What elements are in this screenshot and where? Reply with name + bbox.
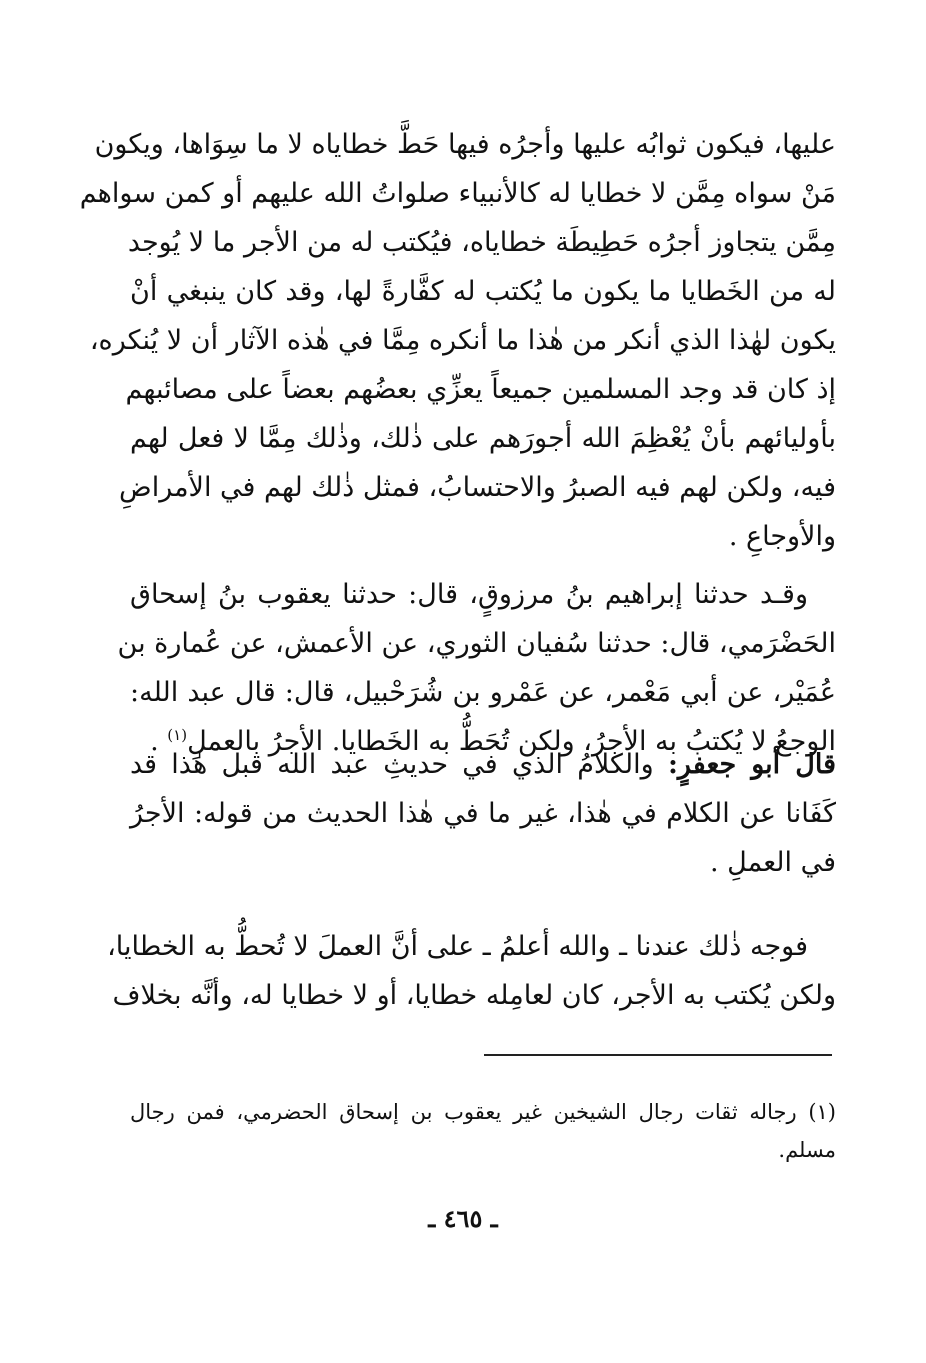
footnote-line: (١) رجاله ثقات رجال الشيخين غير يعقوب بن إسحاق الحضرمي، فمن رجال (130, 1100, 836, 1124)
text-line: في العملِ . (710, 847, 836, 878)
speaker-label: قال أبو جعفرٍ: (667, 749, 836, 780)
text-line: مِمَّن يتجاوز أجرُه حَطِيطَة خطاياه، فيُكتب له من الأجر ما لا يُوجد (127, 227, 836, 258)
page-number: ـ ٤٦٥ ـ (428, 1204, 498, 1233)
text-line (130, 740, 836, 789)
paragraph-1 (79, 120, 836, 561)
text-line-content: والكلامُ الذي في حديثِ عبد الله قبل هٰذا قد (130, 749, 654, 780)
footnote-line: مسلم. (778, 1138, 836, 1162)
text-line-content: الوجعُ لا يُكتبُ به الأجرُ، ولكن تُحَطُّ به الخَطايا. الأجرُ بالعملِ (187, 726, 836, 757)
footnote-separator (484, 1054, 832, 1056)
text-line: يكون لهٰذا الذي أنكر من هٰذا ما أنكره مِمَّا في هٰذه الآثار أن لا يُنكره، (89, 325, 836, 356)
paragraph-3 (130, 740, 836, 887)
text-line: فوجه ذٰلك عندنا ـ والله أعلمُ ـ على أنَّ العملَ لا تُحطُّ به الخطايا، (107, 931, 808, 962)
text-line: كَفَانا عن الكلام في هٰذا، غير ما في هٰذا الحديث من قوله: الأجرُ (130, 798, 836, 829)
paragraph-2 (117, 570, 836, 766)
text-line: له من الخَطايا ما يكون ما يُكتب له كفَّارةً لها، وقد كان ينبغي أنْ (130, 276, 836, 307)
text-line: وقـد حدثنا إبراهيم بنُ مرزوقٍ، قال: حدثنا يعقوب بنُ إسحاق (130, 579, 808, 610)
text-line: ولكن يُكتب به الأجر، كان لعامِله خطايا، أو لا خطايا له، وأنَّه بخلاف (112, 980, 836, 1011)
text-line: والأوجاعِ . (728, 521, 836, 552)
line-end-dot: . (150, 726, 168, 757)
text-line: عليها، فيكون ثوابُه عليها وأجرُه فيها حَطَّ خطاياه لا ما سِوَاها، ويكون (94, 129, 836, 160)
footnote-reference[interactable]: (١) (167, 726, 188, 744)
text-line: عُمَيْر، عن أبي مَعْمر، عن عَمْرو بن شُرَحْبيل، قال: قال عبد الله: (130, 677, 836, 708)
text-line: فيه، ولكن لهم فيه الصبرُ والاحتسابُ، فمثل ذٰلك لهم في الأمراضِ (119, 472, 836, 503)
text-line: إذ كان قد وجد المسلمين جميعاً يعزِّي بعضُهم بعضاً على مصائبهم (125, 374, 836, 405)
text-line: بأوليائهم بأنْ يُعْظِمَ الله أجورَهم على ذٰلك، وذٰلك مِمَّا لا فعل لهم (130, 423, 836, 454)
footnote (130, 1093, 836, 1169)
paragraph-4 (107, 922, 836, 1020)
text-line: مَنْ سواه مِمَّن لا خطايا له كالأنبياء صلواتُ الله عليهم أو كمن سواهم (79, 178, 836, 209)
text-line: الحَضْرَمي، قال: حدثنا سُفيان الثوري، عن الأعمش، عن عُمارة بن (117, 628, 836, 659)
